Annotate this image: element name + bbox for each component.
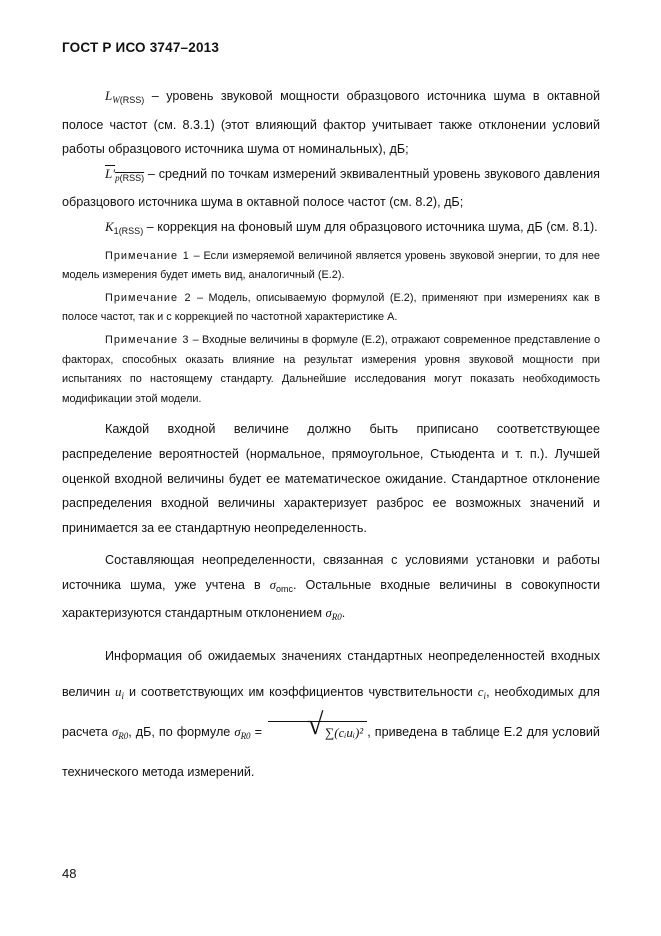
symbol-lp-sub: p [115,172,120,183]
sigma-r0-formula: σ [234,725,241,740]
page-body [62,84,600,790]
paragraph-components-text-a: Составляющая неопределенности, связанная с условиями установки и работы источника шума, уже учтена в [62,553,600,592]
symbol-lw: L [105,88,113,103]
note-3 [62,331,600,409]
paragraph-formula [62,638,600,790]
symbol-lp-arg: (RSS) [119,172,145,183]
symbol-k1-sub: 1 [113,225,119,236]
note-2 [62,289,600,328]
note-1-label: Примечание 1 [105,249,190,262]
sqrt-formula: √ ∑(cᵢuᵢ)² [268,721,367,744]
symbol-lw-sub: W [112,95,120,105]
symbol-c-sub: i [483,691,487,702]
sigma-r0-calc-sub: R0 [118,731,129,742]
sigma-r0-sub: R0 [331,612,342,623]
symbol-c: c [477,684,484,700]
paragraph-distribution: Каждой входной величине должно быть приписано соответствующее распределение вероятностей (нормальное, прямоугольное, Стьюдента и т. п.). Лучшей оценкой входной величины будет ее математическое ожидание. Стандартное отклонение распределения входной величины характеризует разброс ее возможных значений и принимается за ее стандартную неопределенность. [62,422,600,535]
sigma-r0: σ [325,606,332,621]
paragraph-components-text-b: . Остальные входные величины в совокупности характеризуются стандартным отклонением [62,577,601,621]
note-2-text: – Модель, описываемую формулой (Е.2), применяют при измерениях как в полосе частот, так и с коррекцией по частотной характеристике А. [62,291,601,324]
formula-equals: = [250,725,266,740]
paragraph-components [62,548,600,630]
definition-lp [62,162,600,215]
note-3-text: – Входные величины в формуле (Е.2), отражают современное представление о факторах, способных оказать влияние на результат измерения уровня звуковой мощности при испытаниях по настоящему стандарту. Дальнейшие исследования могут показать необходимость модификации этой модели. [62,333,601,405]
symbol-k1-arg: (RSS) [118,225,144,236]
symbol-k1: K [105,218,114,234]
note-1 [62,247,600,286]
definition-k1-text: – коррекция на фоновый шум для образцового источника шума, дБ (см. 8.1). [143,219,598,234]
note-1-text: – Если измеряемой величиной является уровень звуковой энергии, то для нее модель измерения будет иметь вид, аналогичный (Е.2). [62,249,600,282]
symbol-lp: L′ [105,165,116,181]
definition-lw-text: – уровень звуковой мощности образцового источника шума в октавной полосе частот (см. 8.3.1) (этот влияющий фактор учитывает также отклонении условий работы образцового источника шума от номинальных), дБ; [62,89,600,157]
definition-lp-text: – средний по точкам измерений эквивалентный уровень звукового давления образцового источника шума в октавной полосе частот (см. 8.2), дБ; [62,166,600,210]
paragraph-components-text-c: . [341,606,346,621]
definition-k1 [62,215,600,244]
sigma-omc: σ [269,577,276,592]
sigma-r0-formula-sub: R0 [240,731,251,742]
sigma-omc-sub: omc [275,583,293,594]
paragraph-formula-text-b: и соответствующих им коэффициентов чувствительности [124,685,478,700]
symbol-u-sub: i [121,691,125,702]
symbol-u: u [115,684,122,700]
note-3-label: Примечание 3 [105,333,190,346]
document-header: ГОСТ Р ИСО 3747–2013 [62,40,220,55]
paragraph-formula-text-c: , необходимых для расчета [62,685,600,740]
page-number: 48 [62,866,77,881]
paragraph-formula-text-e: , приведена в таблице Е.2 для условий технического метода измерений. [62,725,600,780]
paragraph-formula-text-a: Информация об ожидаемых значениях стандартных неопределенностей входных величин [62,649,600,700]
symbol-lw-arg: (RSS) [119,95,145,105]
paragraph-formula-text-d: , дБ, по формуле [128,725,235,740]
sigma-r0-calc: σ [111,725,119,740]
definition-lw [62,84,600,162]
note-2-label: Примечание 2 [105,291,192,304]
